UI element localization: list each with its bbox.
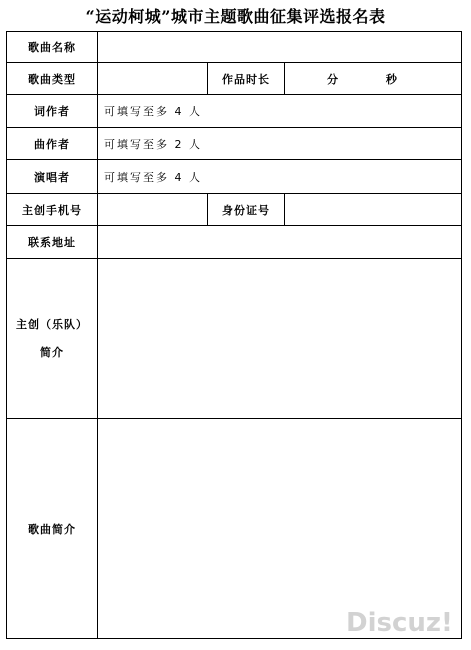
creator-intro-label-line2: 简介: [40, 345, 64, 359]
phone-field[interactable]: [98, 194, 208, 226]
creator-intro-field[interactable]: [98, 259, 462, 419]
composer-label: 曲作者: [7, 128, 98, 160]
registration-form-table: [6, 31, 462, 639]
song-type-field[interactable]: [98, 63, 208, 95]
row-address: [7, 226, 462, 259]
creator-intro-label: [7, 259, 98, 419]
song-intro-field[interactable]: [98, 419, 462, 639]
performer-label: 演唱者: [7, 160, 98, 194]
row-creator-intro: [7, 259, 462, 419]
row-lyricist: [7, 95, 462, 128]
duration-label: 作品时长: [208, 63, 285, 95]
row-song-intro: [7, 419, 462, 639]
lyricist-label: 词作者: [7, 95, 98, 128]
performer-field[interactable]: 可填写至多 4 人: [98, 160, 462, 194]
row-phone-id: [7, 194, 462, 226]
row-song-type: [7, 63, 462, 95]
address-label: 联系地址: [7, 226, 98, 259]
duration-minutes-unit: 分: [327, 72, 338, 86]
song-name-label: 歌曲名称: [7, 32, 98, 63]
row-performer: [7, 160, 462, 194]
id-number-field[interactable]: [285, 194, 462, 226]
id-number-label: 身份证号: [208, 194, 285, 226]
creator-intro-label-line1: 主创（乐队）: [16, 317, 88, 331]
duration-field[interactable]: [285, 63, 462, 95]
song-intro-label: 歌曲简介: [7, 419, 98, 639]
duration-seconds-unit: 秒: [385, 72, 397, 86]
composer-field[interactable]: 可填写至多 2 人: [98, 128, 462, 160]
address-field[interactable]: [98, 226, 462, 259]
row-composer: [7, 128, 462, 160]
row-song-name: [7, 32, 462, 63]
song-type-label: 歌曲类型: [7, 63, 98, 95]
song-name-field[interactable]: [98, 32, 462, 63]
lyricist-field[interactable]: 可填写至多 4 人: [98, 95, 462, 128]
form-title: “运动柯城”城市主题歌曲征集评选报名表: [85, 7, 386, 26]
watermark: Discuz!: [346, 608, 453, 638]
phone-label: 主创手机号: [7, 194, 98, 226]
